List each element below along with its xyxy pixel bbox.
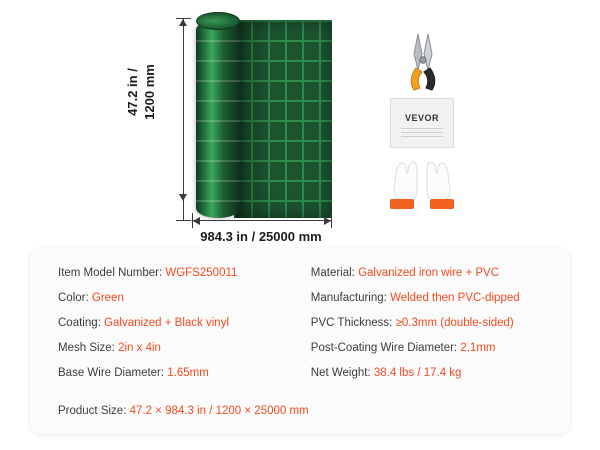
specifications-grid: [58, 266, 552, 381]
brand-card-text-lines: [401, 128, 443, 138]
pliers-icon: [394, 30, 450, 92]
spec-row: [58, 341, 311, 356]
spec-value: Green: [91, 292, 124, 304]
spec-label: Manufacturing:: [310, 292, 387, 304]
spec-value: 1.65mm: [167, 367, 209, 379]
spec-value: 2.1mm: [460, 342, 496, 354]
brand-card-icon: [390, 98, 454, 148]
spec-row: [311, 341, 552, 356]
spec-label: Coating:: [58, 317, 101, 329]
spec-value: Welded then PVC-dipped: [390, 292, 520, 304]
spec-label: PVC Thickness:: [310, 317, 393, 329]
gloves-icon: [386, 155, 458, 217]
spec-value: Galvanized iron wire + PVC: [358, 267, 500, 279]
spec-label: Product Size:: [58, 405, 127, 417]
spec-row: [58, 291, 311, 306]
spec-row: [311, 316, 552, 331]
height-dimension-label: 47.2 in / 1200 mm: [125, 64, 157, 120]
height-dimension-line: [183, 18, 184, 220]
specifications-card: [30, 248, 570, 434]
width-dimension-label: 984.3 in / 25000 mm: [200, 229, 322, 244]
spec-value: WGFS250011: [165, 267, 238, 279]
width-dimension-arrow-right-icon: [324, 217, 331, 225]
specifications-column-right: [311, 266, 552, 381]
spec-row: [58, 366, 311, 381]
spec-value: ≥0.3mm (double-sided): [395, 317, 514, 329]
spec-label: Item Model Number:: [58, 267, 163, 279]
mesh-roll-body: [196, 20, 240, 218]
spec-label: Base Wire Diameter:: [58, 367, 165, 379]
spec-row: [58, 316, 311, 331]
spec-row: [311, 266, 552, 281]
spec-row-product-size: [58, 404, 309, 419]
mesh-roll-top-ellipse: [196, 12, 240, 30]
spec-value: Galvanized + Black vinyl: [104, 317, 230, 329]
width-dimension-line: [192, 220, 331, 221]
spec-row: [311, 366, 552, 381]
spec-value: 38.4 lbs / 17.4 kg: [373, 367, 462, 379]
spec-label: Material:: [310, 267, 355, 279]
spec-row: [58, 266, 311, 281]
spec-row: [311, 291, 552, 306]
specifications-column-left: [58, 266, 311, 381]
wire-mesh-roll-illustration: [196, 20, 332, 218]
mesh-panel: [234, 20, 332, 218]
height-dimension-cap-bottom: [176, 220, 191, 221]
width-dimension-cap-right: [331, 213, 332, 228]
spec-label: Mesh Size:: [58, 342, 115, 354]
width-dimension-arrow-left-icon: [193, 217, 200, 225]
height-dimension-arrow-top-icon: [179, 19, 187, 26]
spec-label: Post-Coating Wire Diameter:: [310, 342, 458, 354]
spec-label: Net Weight:: [310, 367, 371, 379]
spec-value: 47.2 × 984.3 in / 1200 × 25000 mm: [129, 405, 309, 417]
spec-label: Color:: [58, 292, 89, 304]
spec-value: 2in x 4in: [118, 342, 161, 354]
brand-card-logo: VEVOR: [404, 113, 439, 123]
height-dimension-arrow-bottom-icon: [179, 194, 187, 201]
